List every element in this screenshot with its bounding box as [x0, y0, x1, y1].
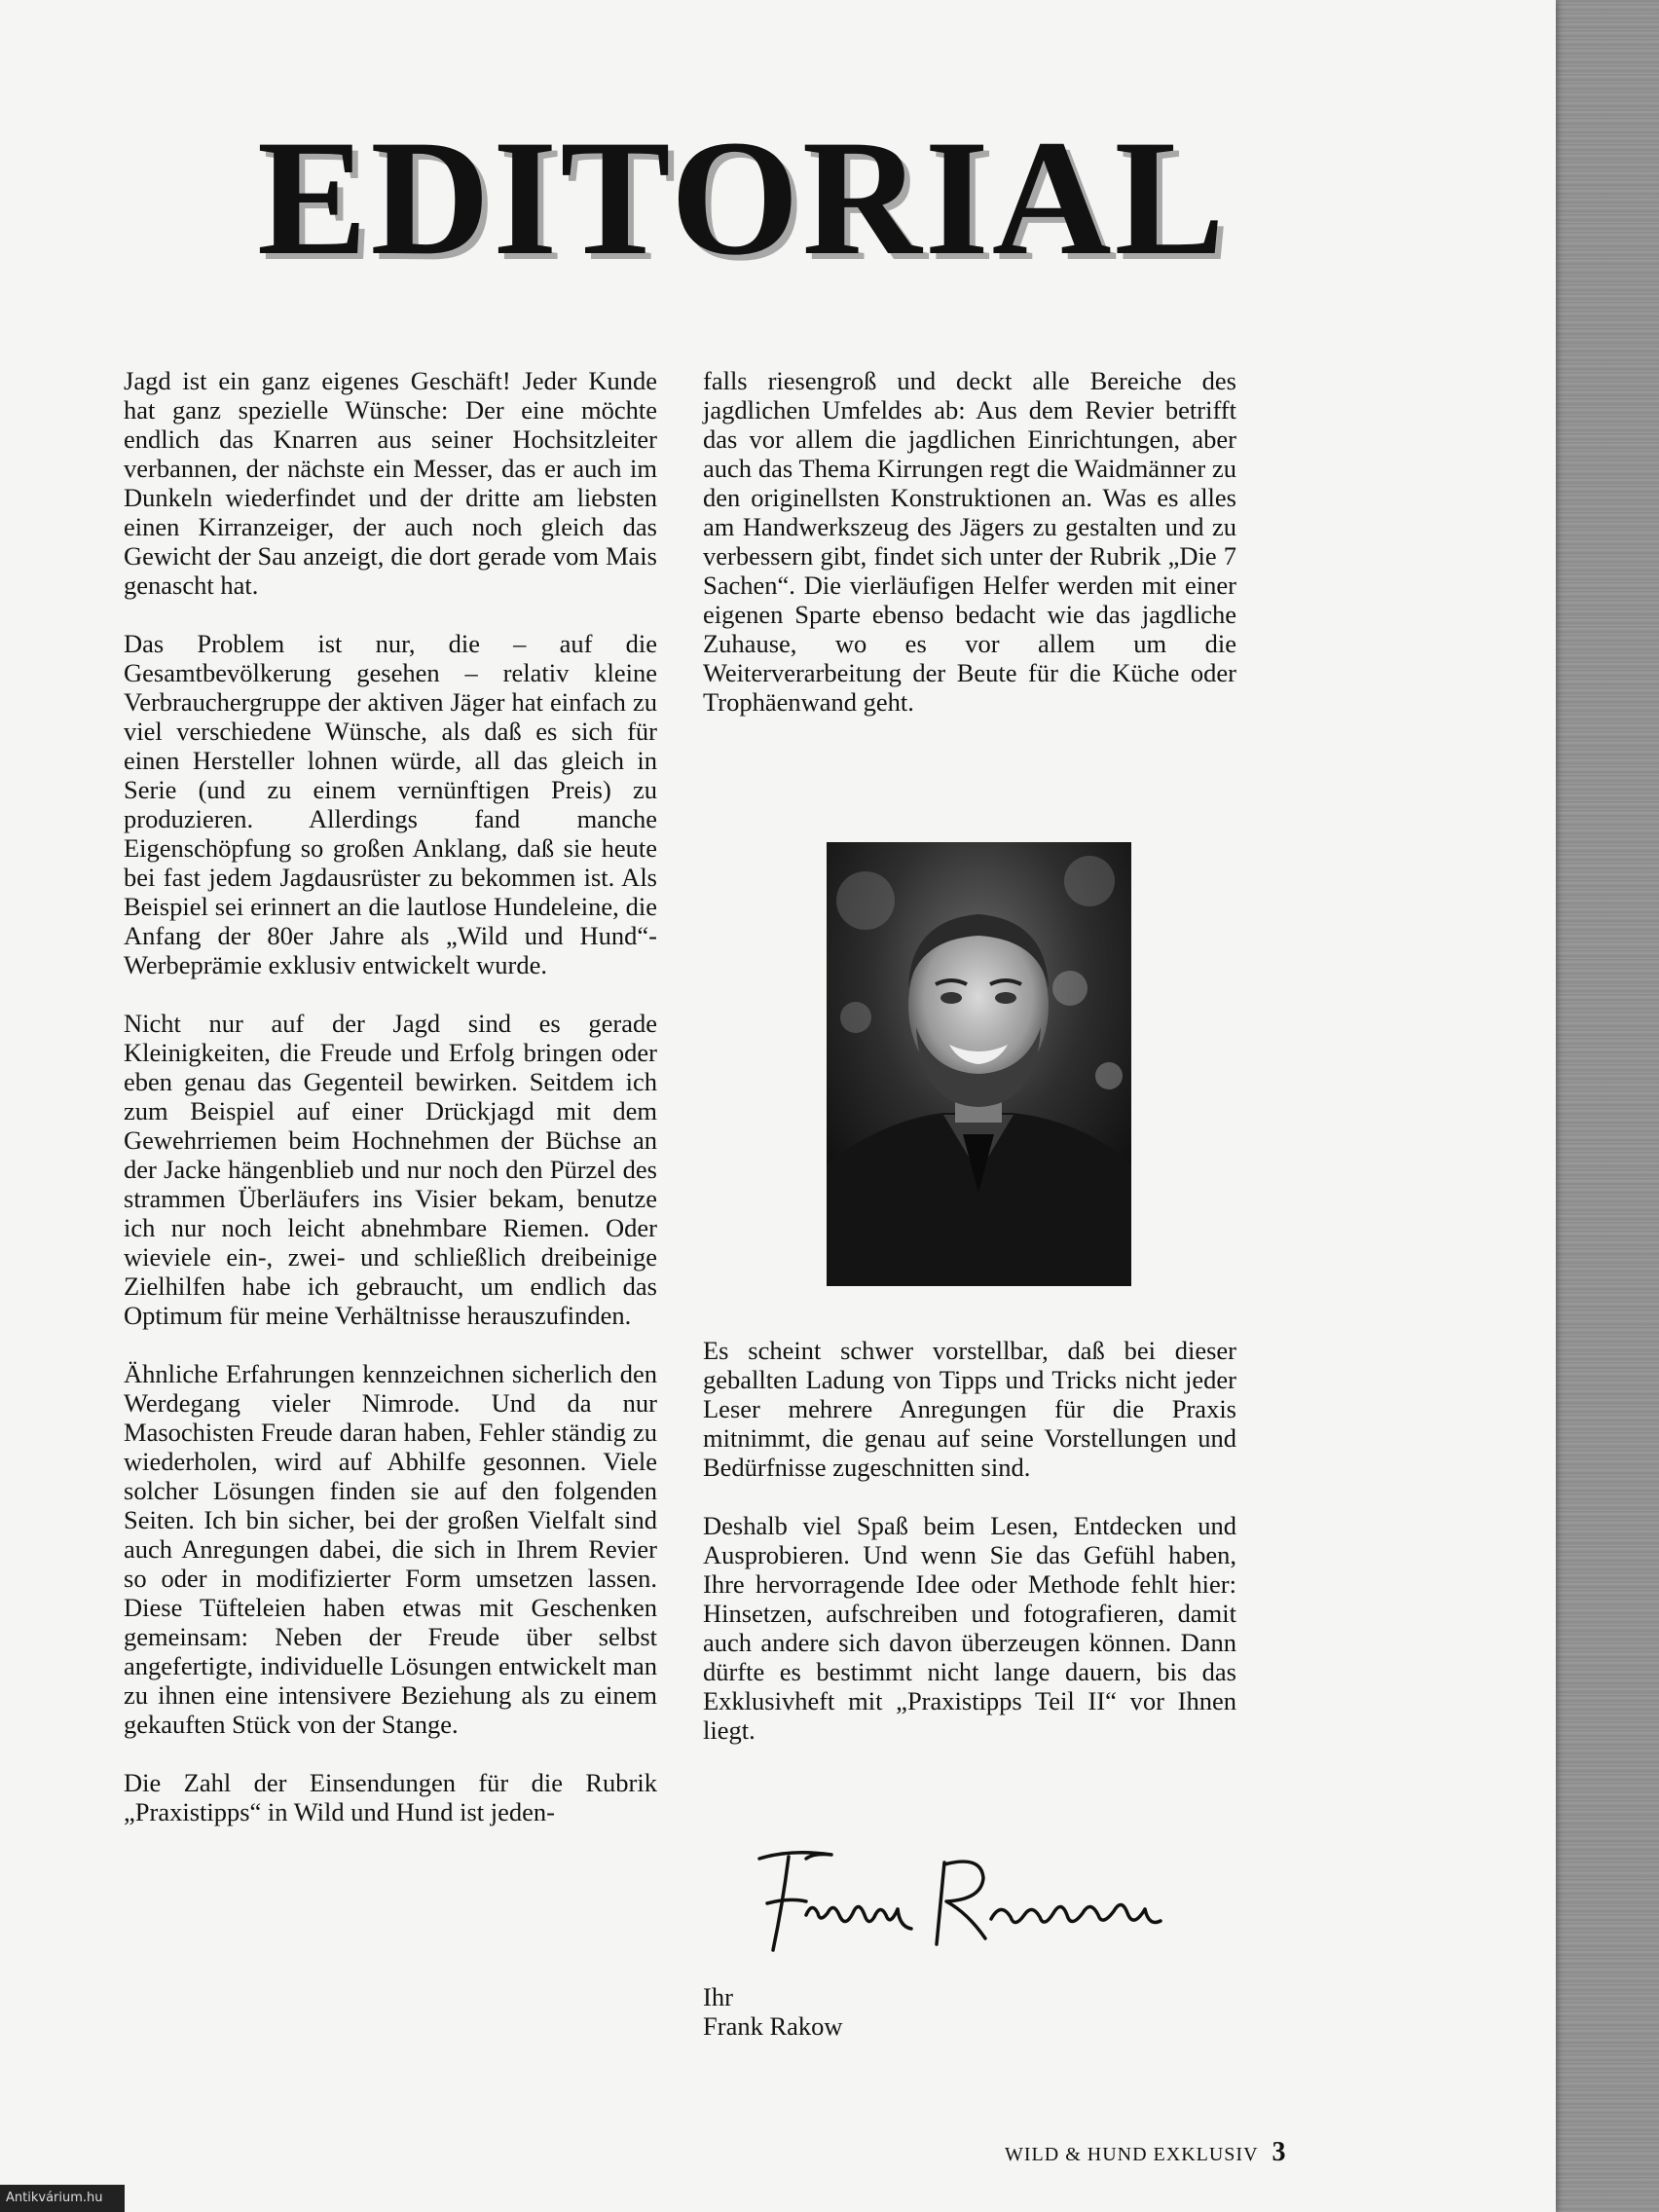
author-name: Frank Rakow — [703, 2011, 843, 2041]
closing-salutation — [703, 1982, 843, 2041]
right-column-bottom — [703, 1336, 1236, 1745]
magazine-binding — [1554, 0, 1659, 2212]
paragraph: Jagd ist ein ganz eigenes Geschäft! Jeder Kunde hat ganz spezielle Wünsche: Der eine möchte endlich das Knarren aus seiner Hochsitzleiter verbannen, der nächste ein Messer, das er auch im Dunkeln wiederfindet und der dritte am liebsten einen Kirranzeiger, der auch noch gleich das Gewicht der Sau anzeigt, die dort gerade vom Mais genascht hat. — [124, 366, 657, 600]
paragraph: falls riesengroß und deckt alle Bereiche des jagdlichen Umfeldes ab: Aus dem Revier betrifft das vor allem die jagdlichen Einrichtungen, aber auch das Thema Kirrungen regt die Waidmänner zu den originellsten Konstruktionen an. Was es alles am Handwerkszeug des Jägers zu gestalten und zu verbessern gibt, findet sich unter der Rubrik „Die 7 Sachen“. Die vierläufigen Helfer werden mit einer eigenen Sparte ebenso bedacht wie das jagdliche Zuhause, wo es vor allem um die Weiterverarbeitung der Beute für die Küche oder Trophäenwand geht. — [703, 366, 1236, 717]
page-footer — [1005, 2137, 1286, 2168]
paragraph: Es scheint schwer vorstellbar, daß bei dieser geballten Ladung von Tipps und Tricks nicht jeder Leser mehrere Anregungen für die Praxis mitnimmt, die genau auf seine Vorstellungen und Bedürfnisse zugeschnitten sind. — [703, 1336, 1236, 1482]
author-portrait-photo — [827, 842, 1131, 1286]
publication-name: WILD & HUND EXKLUSIV — [1005, 2144, 1259, 2165]
page-title: EDITORIAL — [257, 106, 1228, 289]
paragraph: Nicht nur auf der Jagd sind es gerade Kleinigkeiten, die Freude und Erfolg bringen oder eben genau das Gegenteil bewirken. Seitdem ich zum Beispiel auf einer Drückjagd mit dem Gewehrriemen beim Hochnehmen der Büchse an der Jacke hängenblieb und nur noch den Pürzel des strammen Überläufers ins Visier bekam, benutze ich nur noch leicht abnehmbare Riemen. Oder wieviele ein-, zwei- und schließlich dreibeinige Zielhilfen habe ich gebraucht, um endlich das Optimum für meine Verhältnisse herauszufinden. — [124, 1009, 657, 1330]
handwritten-signature — [752, 1845, 1199, 1962]
page-number: 3 — [1272, 2137, 1286, 2167]
portrait-image — [827, 842, 1131, 1286]
left-column — [124, 366, 657, 1826]
source-watermark: Antikvárium.hu — [0, 2185, 125, 2212]
paragraph: Ähnliche Erfahrungen kennzeichnen sicherlich den Werdegang vieler Nimrode. Und da nur Masochisten Freude daran haben, Fehler ständig zu wiederholen, wird auf Abhilfe gesonnen. Viele solcher Lösungen finden sie auf den folgenden Seiten. Ich bin sicher, bei der großen Vielfalt sind auch Anregungen dabei, die sich in Ihrem Revier so oder in modifizierter Form umsetzen lassen. Diese Tüfteleien haben etwas mit Geschenken gemeinsam: Neben der Freude über selbst angefertigte, individuelle Lösungen entwickelt man zu ihnen eine intensivere Beziehung als zu einem gekauften Stück von der Stange. — [124, 1359, 657, 1739]
paragraph: Das Problem ist nur, die – auf die Gesamtbevölkerung gesehen – relativ kleine Verbrauchergruppe der aktiven Jäger hat einfach zu viel verschiedene Wünsche, als daß es sich für einen Hersteller lohnen würde, all das gleich in Serie (und zu einem vernünftigen Preis) zu produzieren. Allerdings fand manche Eigenschöpfung so großen Anklang, daß sie heute bei fast jedem Jagdausrüster zu bekommen ist. Als Beispiel sei erinnert an die lautlose Hundeleine, die Anfang der 80er Jahre als „Wild und Hund“-Werbeprämie exklusiv entwickelt wurde. — [124, 629, 657, 979]
right-column-top — [703, 366, 1236, 717]
paragraph: Die Zahl der Einsendungen für die Rubrik „Praxistipps“ in Wild und Hund ist jeden- — [124, 1768, 657, 1826]
paragraph: Deshalb viel Spaß beim Lesen, Entdecken und Ausprobieren. Und wenn Sie das Gefühl haben, Ihre hervorragende Idee oder Methode fehlt hier: Hinsetzen, aufschreiben und fotografieren, damit auch andere sich davon überzeugen können. Dann dürfte es bestimmt nicht lange dauern, bis das Exklusivheft mit „Praxistipps Teil II“ vor Ihnen liegt. — [703, 1511, 1236, 1745]
closing-greeting: Ihr — [703, 1982, 733, 2011]
